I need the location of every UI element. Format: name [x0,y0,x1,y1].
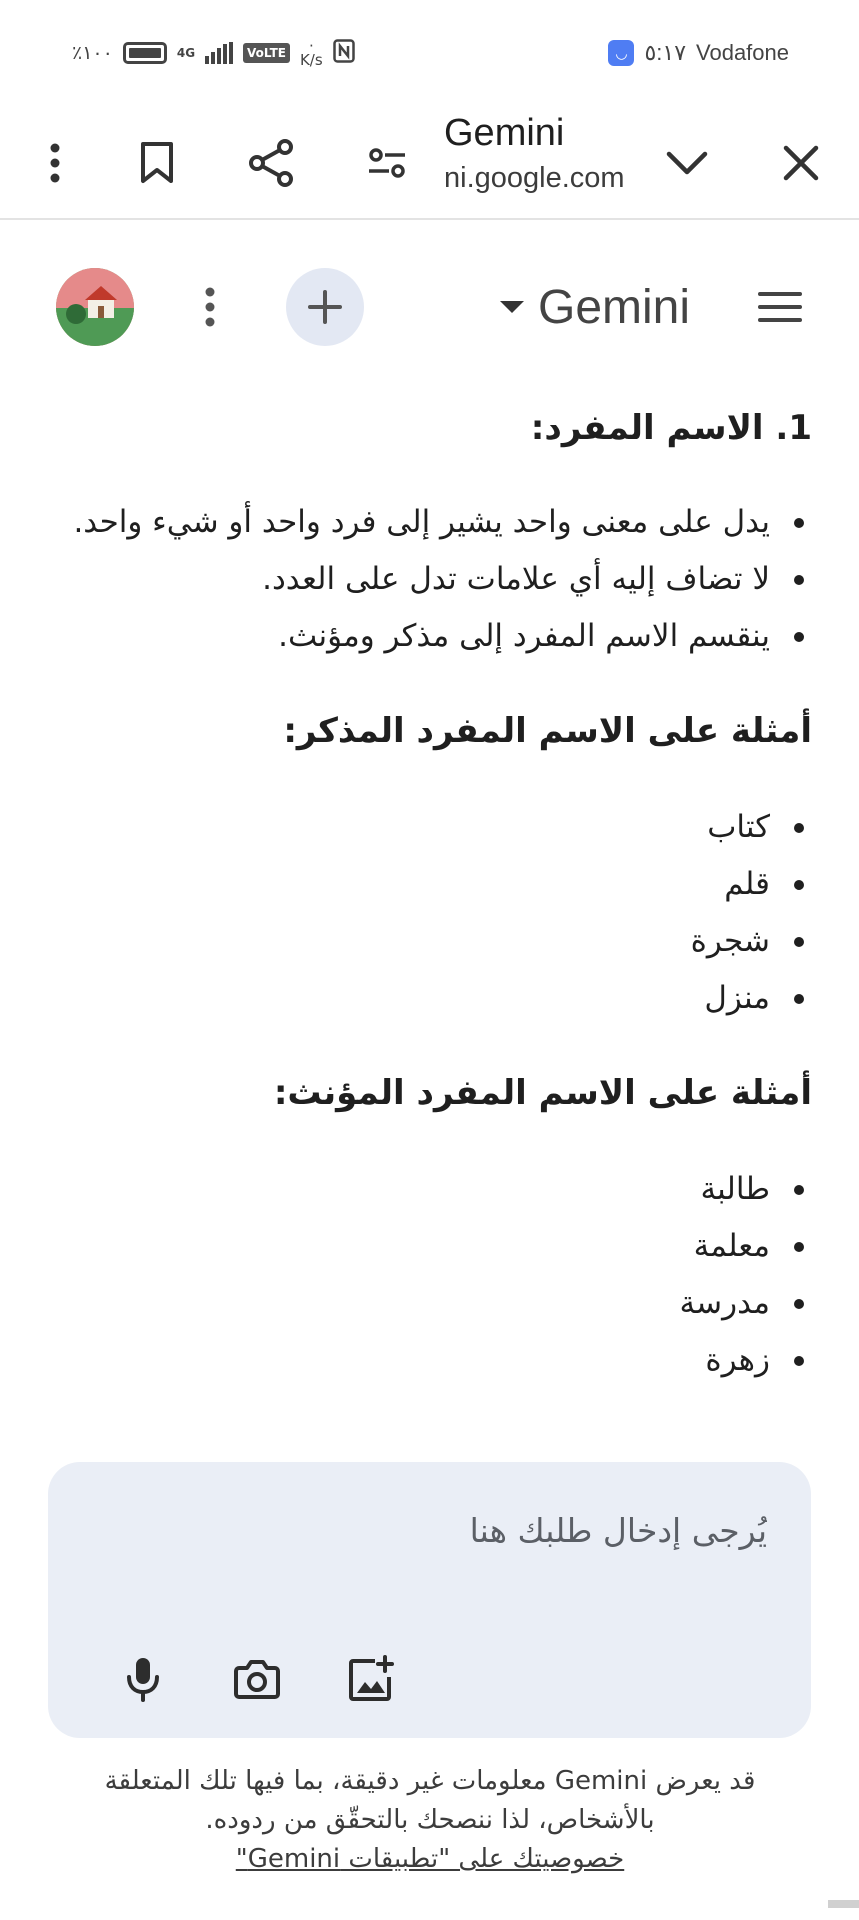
notification-app-icon: ◡ [608,40,634,66]
speed-unit: K/s [299,51,323,69]
disclaimer-text: قد يعرض Gemini معلومات غير دقيقة، بما فيها تلك المتعلقة بالأشخاص، لذا ننصحك بالتحقّق من ردوده. [104,1766,756,1835]
list-item: لا تضاف إليه أي علامات تدل على العدد. [60,551,812,608]
gemini-header [0,222,859,390]
volte-badge: VoLTE [243,43,290,63]
masculine-examples-list [60,799,812,1027]
list-item: كتاب [60,799,812,856]
status-left [72,39,355,68]
scrollbar[interactable] [828,1900,859,1908]
page-title: Gemini [444,112,565,154]
battery-icon [123,42,167,64]
speed-dot: · [308,37,314,55]
add-image-icon[interactable] [336,1644,406,1714]
model-picker[interactable] [500,272,690,342]
list-item: طالبة [60,1161,812,1218]
bookmark-icon[interactable] [122,128,192,198]
prompt-input[interactable] [167,1500,767,1560]
list-item: مدرسة [60,1275,812,1332]
disclaimer [60,1762,800,1879]
singular-definition-list [60,494,812,665]
site-settings-icon[interactable] [352,128,422,198]
prompt-box [48,1462,811,1738]
list-item: معلمة [60,1218,812,1275]
camera-icon[interactable] [222,1644,292,1714]
model-label: Gemini [538,280,691,334]
network-type: 4G [176,46,196,60]
list-item: ينقسم الاسم المفرد إلى مذكر ومؤنث. [60,608,812,665]
response-content [60,390,812,1389]
clock: ٥:١٧ [644,40,687,65]
status-right [608,40,789,66]
chevron-down-icon[interactable] [652,128,722,198]
nfc-icon [333,39,355,68]
list-item: يدل على معنى واحد يشير إلى فرد واحد أو شيء واحد. [60,494,812,551]
feminine-examples-list [60,1161,812,1389]
section-heading-feminine: أمثلة على الاسم المفرد المؤنث: [273,1073,812,1113]
microphone-icon[interactable] [108,1644,178,1714]
gemini-more-icon[interactable] [190,272,230,342]
more-options-icon[interactable] [20,128,90,198]
status-bar [0,0,859,106]
share-icon[interactable] [236,128,306,198]
section-heading-masculine: أمثلة على الاسم المفرد المذكر: [283,711,812,751]
battery-percent: ٪١٠٠ [72,42,113,64]
new-chat-button[interactable] [286,268,364,346]
caret-down-icon [500,301,524,313]
signal-icon [205,42,233,64]
section-heading-singular: 1. الاسم المفرد: [530,408,812,448]
privacy-link[interactable]: خصوصيتك على "تطبيقات Gemini" [235,1844,625,1874]
custom-tab-toolbar [0,106,859,220]
list-item: زهرة [60,1332,812,1389]
list-item: منزل [60,970,812,1027]
hamburger-menu-icon[interactable] [750,272,810,342]
close-icon[interactable] [766,128,836,198]
list-item: قلم [60,856,812,913]
list-item: شجرة [60,913,812,970]
plus-icon [307,289,343,325]
avatar[interactable] [56,268,134,346]
carrier-name: Vodafone [696,40,789,65]
page-url[interactable]: ni.google.com [444,162,625,194]
